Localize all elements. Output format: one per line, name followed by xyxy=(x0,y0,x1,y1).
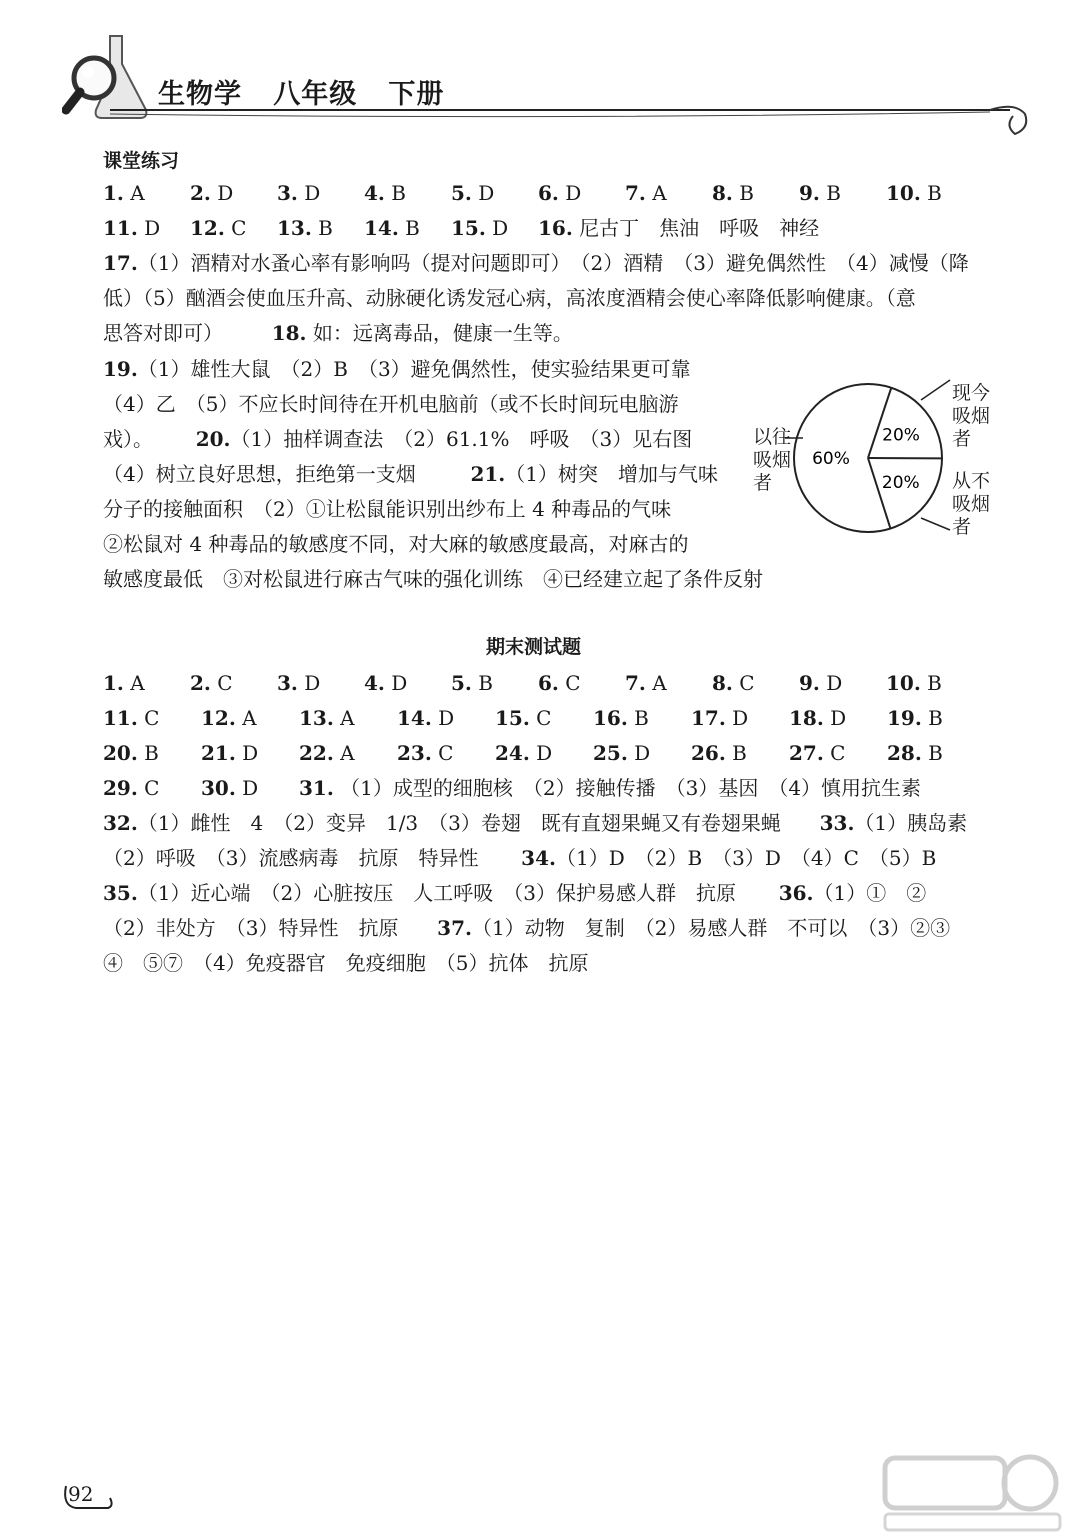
label-line: 以往 xyxy=(753,426,792,448)
pie-leader-line xyxy=(921,518,950,530)
answer-text: D xyxy=(431,706,455,730)
question-number: 16. xyxy=(593,706,628,730)
answer-item xyxy=(691,736,789,771)
answer-item xyxy=(277,666,364,701)
answer-text: C xyxy=(558,671,581,695)
answer-text: B xyxy=(725,741,747,765)
answer-text: D xyxy=(627,741,651,765)
answer-text: B xyxy=(920,181,942,205)
answer-item xyxy=(190,211,277,246)
answer-text: D xyxy=(297,181,321,205)
label-never-smokers xyxy=(952,470,990,539)
question-number: 6. xyxy=(538,181,559,205)
question-number: 14. xyxy=(397,706,432,730)
question-number: 19. xyxy=(887,706,922,730)
label-line: 吸烟 xyxy=(952,405,991,427)
question-number: 37. xyxy=(437,916,472,940)
answer-text: D xyxy=(137,216,161,240)
label-current-smokers xyxy=(952,382,990,451)
answer-text: （1）雄性大鼠 （2）B （3）避免偶然性，使实验结果更可靠 xyxy=(137,357,691,381)
answer-text: 戏）。 xyxy=(103,427,153,451)
label-line: 者 xyxy=(753,472,773,494)
answer-text: B xyxy=(921,741,943,765)
answer-text: B xyxy=(384,181,406,205)
question-number: 16. xyxy=(538,216,573,240)
watermark-logo-icon xyxy=(875,1450,1065,1536)
question-19-20-line xyxy=(103,422,743,457)
question-17-line-1 xyxy=(103,246,1003,281)
label-line: 者 xyxy=(952,516,972,538)
answer-text: B xyxy=(732,181,754,205)
final-exam-title: 期末测试题 xyxy=(485,636,581,658)
answer-text: B xyxy=(627,706,649,730)
answer-text: （1）① ② xyxy=(813,881,927,905)
answer-text: D xyxy=(471,181,495,205)
answer-item xyxy=(799,176,886,211)
question-number: 6. xyxy=(538,671,559,695)
question-20-21-line xyxy=(103,457,743,492)
answer-item xyxy=(593,736,691,771)
answer-text: B xyxy=(920,671,942,695)
question-number: 34. xyxy=(521,846,556,870)
answer-text: A xyxy=(333,706,355,730)
answer-text: （1）D （2）B （3）D （4）C （5）B xyxy=(555,846,937,870)
answer-grid xyxy=(103,176,1003,246)
question-number: 13. xyxy=(299,706,334,730)
answer-item xyxy=(201,736,299,771)
answer-item xyxy=(451,176,538,211)
question-number: 8. xyxy=(712,671,733,695)
question-number: 7. xyxy=(625,671,646,695)
question-17-line-2: 低）（5）酗酒会使血压升高、动脉硬化诱发冠心病，高浓度酒精会使心率降低影响健康。（意 xyxy=(103,286,916,310)
question-number: 9. xyxy=(799,181,820,205)
page-header xyxy=(0,0,1067,150)
answer-row xyxy=(103,666,1003,701)
answer-text: C xyxy=(823,741,846,765)
answer-text: D xyxy=(819,671,843,695)
answer-item xyxy=(103,176,190,211)
question-21-line-3: ②松鼠对 4 种毒品的敏感度不同，对大麻的敏感度最高，对麻古的 xyxy=(103,532,689,556)
answer-text: （1）成型的细胞核 （2）接触传播 （3）基因 （4）慎用抗生素 xyxy=(333,776,922,800)
question-36-37-line xyxy=(103,911,1003,946)
question-number: 33. xyxy=(819,811,855,835)
answer-grid xyxy=(103,666,1003,771)
question-number: 31. xyxy=(299,776,334,800)
question-number: 22. xyxy=(299,741,334,765)
answer-text: C xyxy=(431,741,454,765)
answer-text: D xyxy=(384,671,408,695)
answer-item xyxy=(201,701,299,736)
answer-row xyxy=(103,771,1003,806)
answer-item xyxy=(887,701,967,736)
question-17-18-line xyxy=(103,316,1003,351)
question-number: 17. xyxy=(691,706,726,730)
answer-item xyxy=(789,701,887,736)
answer-text: D xyxy=(297,671,321,695)
answer-text: B xyxy=(311,216,333,240)
section-title: 课堂练习 xyxy=(103,150,180,172)
answer-item xyxy=(190,176,277,211)
answer-item xyxy=(277,211,364,246)
question-number: 11. xyxy=(103,216,138,240)
answer-text: C xyxy=(732,671,755,695)
answer-item xyxy=(103,701,201,736)
answer-text: D xyxy=(823,706,847,730)
answer-text: B xyxy=(819,181,841,205)
question-21-line-4: 敏感度最低 ③对松鼠进行麻古气味的强化训练 ④已经建立起了条件反射 xyxy=(103,567,763,591)
question-number: 24. xyxy=(495,741,530,765)
answer-text: 如：远离毒品，健康一生等。 xyxy=(312,321,573,345)
pie-leader-line xyxy=(921,380,950,400)
answer-text: （4）树立良好思想，拒绝第一支烟 xyxy=(103,462,416,486)
answer-text: A xyxy=(645,181,667,205)
answer-item xyxy=(538,211,958,246)
question-number: 7. xyxy=(625,181,646,205)
answer-item xyxy=(103,211,190,246)
question-number: 1. xyxy=(103,181,124,205)
question-32-33-line xyxy=(103,806,1003,841)
answer-item xyxy=(691,701,789,736)
answer-text: （1）胰岛素 xyxy=(854,811,968,835)
question-number: 19. xyxy=(103,357,138,381)
classroom-section xyxy=(103,146,1003,351)
question-number: 9. xyxy=(799,671,820,695)
answer-row xyxy=(103,736,1003,771)
question-number: 12. xyxy=(201,706,236,730)
answer-text: A xyxy=(235,706,257,730)
question-number: 20. xyxy=(195,427,231,451)
answer-text: A xyxy=(645,671,667,695)
question-19-line-1 xyxy=(103,352,743,387)
question-number: 21. xyxy=(470,462,506,486)
answer-text: （1）抽样调查法 （2）61.1% 呼吸 （3）见右图 xyxy=(230,427,693,451)
answer-text: D xyxy=(235,741,259,765)
answer-text: A xyxy=(333,741,355,765)
answer-text: 思答对即可） xyxy=(103,321,223,345)
answer-text: （1）树突 增加与气味 xyxy=(505,462,718,486)
question-number: 10. xyxy=(886,671,921,695)
answer-text: （1）近心端 （2）心脏按压 人工呼吸 （3）保护易感人群 抗原 xyxy=(137,881,736,905)
header-title: 生物学 八年级 下册 xyxy=(158,79,445,110)
question-number: 35. xyxy=(103,881,138,905)
question-number: 8. xyxy=(712,181,733,205)
question-number: 11. xyxy=(103,706,138,730)
answer-text: （1）酒精对水蚤心率有影响吗（提对问题即可） （2）酒精 （3）避免偶然性 （4）减慢（降 xyxy=(137,251,969,275)
answer-text: C xyxy=(210,671,233,695)
answer-text: A xyxy=(123,181,145,205)
question-number: 3. xyxy=(277,671,298,695)
header-rule xyxy=(110,100,1040,150)
question-number: 14. xyxy=(364,216,399,240)
question-number: 18. xyxy=(271,321,307,345)
answer-text: A xyxy=(123,671,145,695)
label-line: 吸烟 xyxy=(753,449,792,471)
question-19-line-2: （4）乙 （5）不应长时间待在开机电脑前（或不长时间玩电脑游 xyxy=(103,392,679,416)
answer-item xyxy=(364,176,451,211)
question-number: 32. xyxy=(103,811,138,835)
label-line: 者 xyxy=(952,428,972,450)
question-number: 20. xyxy=(103,741,138,765)
pie-slice-label: 20% xyxy=(882,425,920,446)
answer-text: （2）非处方 （3）特异性 抗原 xyxy=(103,916,399,940)
answer-item xyxy=(397,736,495,771)
question-number: 21. xyxy=(201,741,236,765)
answer-item xyxy=(495,736,593,771)
answer-text: （2）呼吸 （3）流感病毒 抗原 特异性 xyxy=(103,846,479,870)
answer-item xyxy=(299,771,999,806)
answer-item xyxy=(103,666,190,701)
answer-text: D xyxy=(529,741,553,765)
label-line: 从不 xyxy=(952,470,991,492)
question-number: 36. xyxy=(778,881,814,905)
question-35-36-line xyxy=(103,876,1003,911)
question-number: 29. xyxy=(103,776,138,800)
answer-text: 尼古丁 焦油 呼吸 神经 xyxy=(572,216,820,240)
answer-item xyxy=(190,666,277,701)
answer-item xyxy=(103,771,201,806)
answer-text: D xyxy=(210,181,234,205)
answer-item xyxy=(887,736,967,771)
answer-text: D xyxy=(558,181,582,205)
question-number: 10. xyxy=(886,181,921,205)
answer-item xyxy=(277,176,364,211)
question-number: 12. xyxy=(190,216,225,240)
answer-text: C xyxy=(224,216,247,240)
pie-slice-label: 20% xyxy=(881,473,920,494)
question-number: 2. xyxy=(190,181,211,205)
question-number: 3. xyxy=(277,181,298,205)
question-number: 23. xyxy=(397,741,432,765)
question-number: 18. xyxy=(789,706,824,730)
answer-item xyxy=(538,666,625,701)
question-37-line-2: ④ ⑤⑦ （4）免疫器官 免疫细胞 （5）抗体 抗原 xyxy=(103,951,589,975)
question-number: 4. xyxy=(364,671,385,695)
answer-item xyxy=(799,666,886,701)
answer-text: D xyxy=(725,706,749,730)
answer-text: D xyxy=(485,216,509,240)
question-number: 15. xyxy=(451,216,486,240)
page-number-text: 92 xyxy=(68,1482,94,1506)
answer-text: B xyxy=(137,741,159,765)
answer-item xyxy=(364,211,451,246)
question-number: 4. xyxy=(364,181,385,205)
page-number xyxy=(62,1480,114,1512)
answer-item xyxy=(299,701,397,736)
answer-item xyxy=(201,771,299,806)
smoker-pie-chart xyxy=(745,360,1045,560)
answer-item xyxy=(625,666,712,701)
answer-text: （1）雌性 4 （2）变异 1/3 （3）卷翅 既有直翅果蝇又有卷翅果蝇 xyxy=(137,811,781,835)
answer-item xyxy=(495,701,593,736)
question-number: 2. xyxy=(190,671,211,695)
answer-item xyxy=(886,666,956,701)
question-number: 27. xyxy=(789,741,824,765)
answer-row xyxy=(103,701,1003,736)
answer-text: B xyxy=(398,216,420,240)
question-number: 5. xyxy=(451,671,472,695)
question-33-34-line xyxy=(103,841,1003,876)
question-number: 30. xyxy=(201,776,236,800)
answer-item xyxy=(625,176,712,211)
answer-row xyxy=(103,211,1003,246)
answer-item xyxy=(712,176,799,211)
answer-text: D xyxy=(235,776,259,800)
label-line: 吸烟 xyxy=(952,493,991,515)
answer-text: B xyxy=(471,671,493,695)
answer-row xyxy=(103,176,1003,211)
answer-item xyxy=(886,176,956,211)
answer-item xyxy=(593,701,691,736)
answer-item xyxy=(538,176,625,211)
answer-text: C xyxy=(137,776,160,800)
question-number: 13. xyxy=(277,216,312,240)
question-number: 25. xyxy=(593,741,628,765)
answer-text: C xyxy=(529,706,552,730)
answer-text: B xyxy=(921,706,943,730)
answer-item xyxy=(451,211,538,246)
label-past-smokers xyxy=(753,426,791,495)
answer-item xyxy=(103,736,201,771)
answer-text: （1）动物 复制 （2）易感人群 不可以 （3）②③ xyxy=(471,916,951,940)
answer-text: C xyxy=(137,706,160,730)
question-number: 1. xyxy=(103,671,124,695)
question-number: 17. xyxy=(103,251,138,275)
answer-item xyxy=(364,666,451,701)
answer-item xyxy=(299,736,397,771)
question-number: 28. xyxy=(887,741,922,765)
question-number: 26. xyxy=(691,741,726,765)
label-line: 现今 xyxy=(952,382,991,404)
question-number: 15. xyxy=(495,706,530,730)
answer-item xyxy=(397,701,495,736)
pie-slice-label: 60% xyxy=(812,448,850,469)
answer-item xyxy=(789,736,887,771)
final-section xyxy=(103,666,1003,981)
questions-19-21 xyxy=(103,352,763,597)
answer-item xyxy=(451,666,538,701)
question-number: 5. xyxy=(451,181,472,205)
answer-item xyxy=(712,666,799,701)
question-21-line-2: 分子的接触面积 （2）①让松鼠能识别出纱布上 4 种毒品的气味 xyxy=(103,497,672,521)
